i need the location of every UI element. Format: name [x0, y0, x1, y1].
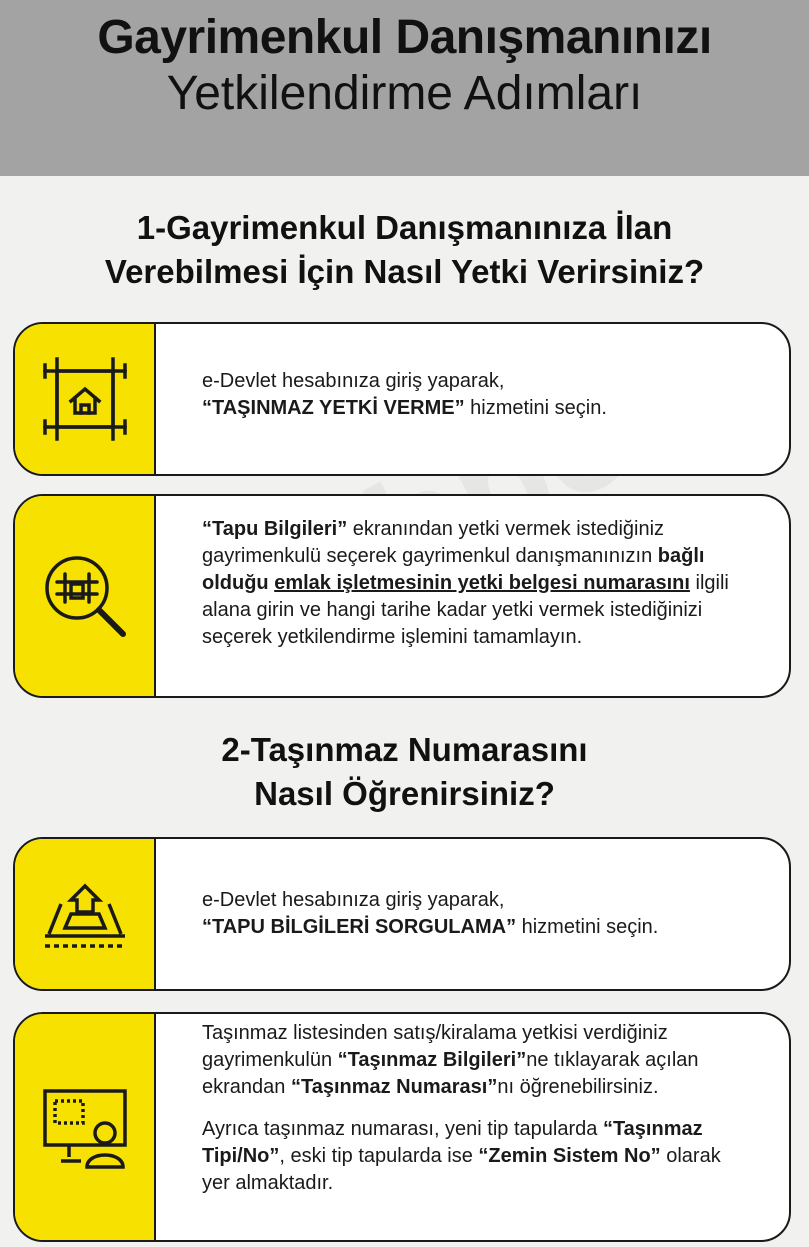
step-card-1-icon-panel: [15, 324, 156, 474]
text-segment: Taşınmaz listesinden satış/kiralama yetkisi verdiğiniz gayrimenkulün: [202, 1022, 668, 1071]
step-card-3-line1: e-Devlet hesabınıza giriş yaparak,: [202, 889, 505, 911]
search-property-icon: [35, 546, 135, 646]
step-card-2-icon-panel: [15, 496, 156, 696]
step-card-3: [13, 837, 791, 991]
page-subtitle: Yetkilendirme Adımları: [166, 67, 643, 120]
step-card-1-line2: [202, 395, 769, 422]
section-2-title-line1: 2-Taşınmaz Numarasını: [221, 731, 588, 768]
step-card-1: [13, 322, 791, 476]
land-deed-icon: [35, 864, 135, 964]
text-segment: olarak yer almaktadır.: [202, 1145, 721, 1194]
step-card-3-icon-panel: [15, 839, 156, 989]
step-card-1-tail: hizmetini seçin.: [464, 397, 607, 419]
header-banner: [0, 0, 809, 176]
screen-name: “Tapu Bilgileri”: [202, 518, 348, 540]
section-1-title-line2: Verebilmesi İçin Nasıl Yetki Verirsiniz?: [104, 253, 705, 290]
step-card-4: [13, 1012, 791, 1242]
step-card-2-text: [202, 516, 744, 651]
text-segment: ekranından yetki vermek istediğiniz gayrimenkulü seçerek gayrimenkul danışmanınızın: [202, 518, 665, 567]
page-title: Gayrimenkul Danışmanınızı: [97, 11, 712, 64]
service-name: “TAPU BİLGİLERİ SORGULAMA”: [202, 916, 517, 938]
step-card-1-text: [202, 368, 769, 422]
text-segment: nı öğrenebilirsiniz.: [497, 1076, 659, 1098]
step-card-3-line2: [202, 914, 769, 941]
step-card-1-line1: e-Devlet hesabınıza giriş yaparak,: [202, 370, 505, 392]
step-card-2: [13, 494, 791, 698]
section-1-title: [0, 206, 809, 294]
service-name: “TAŞINMAZ YETKİ VERME”: [202, 397, 465, 419]
section-1-title-line1: 1-Gayrimenkul Danışmanınıza İlan: [136, 209, 673, 246]
underlined-segment: emlak işletmesinin yetki belgesi numarasını: [274, 572, 690, 594]
step-card-4-paragraph-2: [202, 1116, 749, 1197]
bold-segment: “Zemin Sistem No”: [478, 1145, 661, 1167]
property-frame-icon: [35, 349, 135, 449]
section-2-title: [0, 728, 809, 816]
step-card-4-paragraph-1: [202, 1020, 749, 1101]
step-card-3-tail: hizmetini seçin.: [516, 916, 659, 938]
text-segment: ne tıklayarak açılan ekrandan: [202, 1049, 699, 1098]
bold-segment: “Taşınmaz Tipi/No”: [202, 1118, 703, 1167]
computer-user-icon: [35, 1077, 135, 1177]
step-card-4-icon-panel: [15, 1014, 156, 1240]
bold-segment: “Taşınmaz Bilgileri”: [337, 1049, 527, 1071]
step-card-3-text: [202, 887, 769, 941]
text-segment: , eski tip tapularda ise: [279, 1145, 479, 1167]
bold-segment: bağlı olduğu: [202, 545, 705, 594]
bold-segment: “Taşınmaz Numarası”: [290, 1076, 498, 1098]
text-segment: ilgili alana girin ve hangi tarihe kadar yetki vermek istediğinizi seçerek yetkilendirme işlemini tamamlayın.: [202, 572, 729, 648]
text-segment: Ayrıca taşınmaz numarası, yeni tip tapularda: [202, 1118, 603, 1140]
step-card-4-text: [202, 1020, 749, 1197]
section-2-title-line2: Nasıl Öğrenirsiniz?: [254, 775, 555, 812]
